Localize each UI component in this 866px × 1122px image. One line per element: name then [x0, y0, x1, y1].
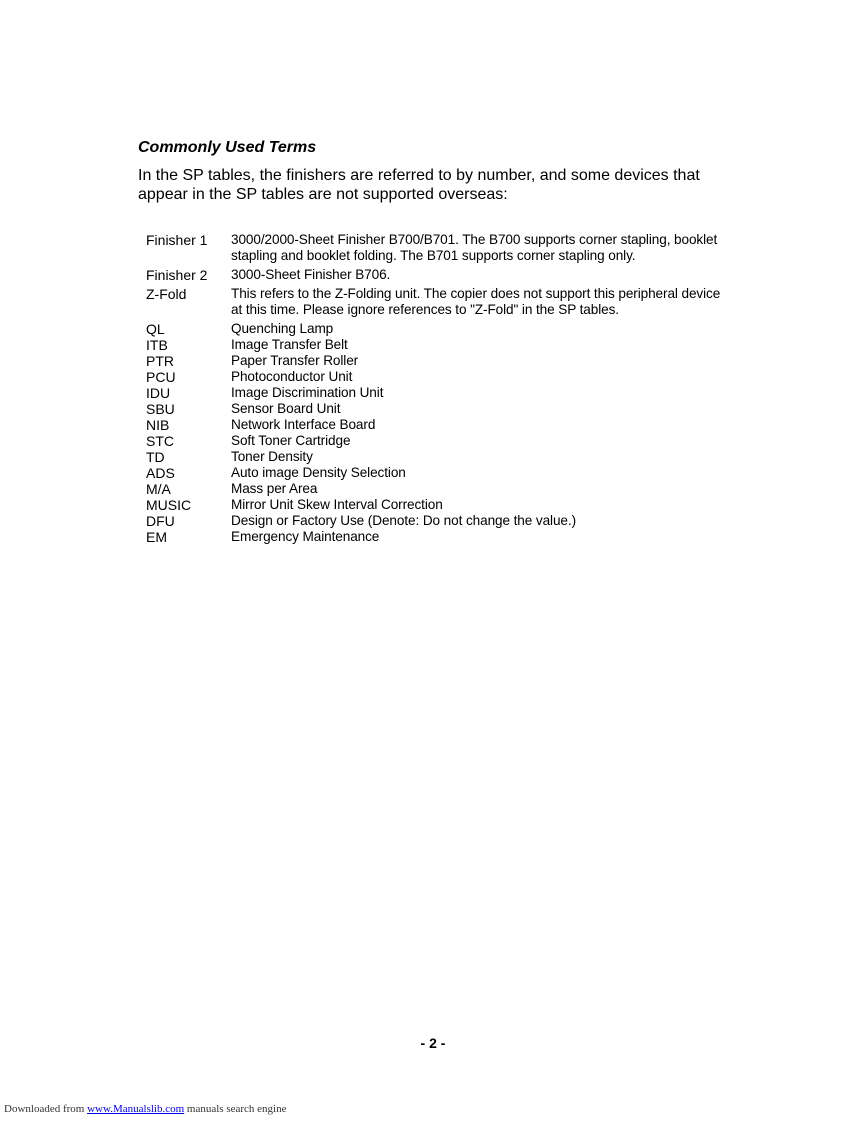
term-abbreviation: M/A [146, 481, 171, 497]
term-abbreviation: QL [146, 321, 165, 337]
term-abbreviation: EM [146, 529, 167, 545]
term-definition: Image Discrimination Unit [231, 385, 384, 400]
term-row [146, 267, 726, 283]
footer-prefix: Downloaded from [4, 1103, 85, 1115]
term-row [146, 232, 726, 264]
term-abbreviation: Finisher 2 [146, 267, 208, 283]
term-definition: Network Interface Board [231, 417, 376, 432]
term-row [146, 385, 726, 401]
term-abbreviation: PCU [146, 369, 176, 385]
term-definition: 3000-Sheet Finisher B706. [231, 267, 391, 282]
term-abbreviation: NIB [146, 417, 170, 433]
term-definition: 3000/2000-Sheet Finisher B700/B701. The B700 supports corner stapling, booklet stapling and booklet folding. The B701 supports corner stapling only. [231, 232, 718, 263]
download-footer [4, 1103, 286, 1115]
term-definition: Emergency Maintenance [231, 529, 380, 544]
term-definition: This refers to the Z-Folding unit. The copier does not support this peripheral device at this time. Please ignore references to "Z-Fold" in the SP tables. [231, 286, 721, 317]
term-definition: Sensor Board Unit [231, 401, 341, 416]
page-number: - 2 - [420, 1035, 446, 1051]
term-definition: Mass per Area [231, 481, 318, 496]
term-row [146, 449, 726, 465]
term-row [146, 401, 726, 417]
term-definition: Image Transfer Belt [231, 337, 348, 352]
term-abbreviation: TD [146, 449, 165, 465]
terms-list [146, 232, 726, 545]
footer-suffix: manuals search engine [186, 1103, 287, 1115]
term-row [146, 481, 726, 497]
intro-paragraph: In the SP tables, the finishers are referred to by number, and some devices that appear in the SP tables are not supported overseas: [138, 167, 700, 203]
term-definition: Auto image Density Selection [231, 465, 406, 480]
term-definition: Photoconductor Unit [231, 369, 353, 384]
term-abbreviation: STC [146, 433, 174, 449]
term-row [146, 465, 726, 481]
term-abbreviation: ITB [146, 337, 168, 353]
term-abbreviation: Z-Fold [146, 286, 187, 302]
term-abbreviation: MUSIC [146, 497, 192, 513]
term-abbreviation: Finisher 1 [146, 232, 208, 248]
term-row [146, 337, 726, 353]
term-definition: Mirror Unit Skew Interval Correction [231, 497, 443, 512]
term-definition: Quenching Lamp [231, 321, 334, 336]
term-row [146, 286, 726, 318]
term-abbreviation: DFU [146, 513, 175, 529]
section-heading: Commonly Used Terms [138, 139, 317, 156]
term-row [146, 417, 726, 433]
term-row [146, 369, 726, 385]
term-abbreviation: SBU [146, 401, 175, 417]
term-row [146, 513, 726, 529]
term-row [146, 497, 726, 513]
manualslib-link[interactable]: www.Manualslib.com [87, 1103, 185, 1115]
term-definition: Paper Transfer Roller [231, 353, 359, 368]
term-definition: Soft Toner Cartridge [231, 433, 351, 448]
term-abbreviation: PTR [146, 353, 174, 369]
term-abbreviation: IDU [146, 385, 171, 401]
term-row [146, 321, 726, 337]
term-row [146, 529, 726, 545]
term-row [146, 433, 726, 449]
term-definition: Toner Density [231, 449, 313, 464]
term-row [146, 353, 726, 369]
term-definition: Design or Factory Use (Denote: Do not change the value.) [231, 513, 576, 528]
term-abbreviation: ADS [146, 465, 175, 481]
